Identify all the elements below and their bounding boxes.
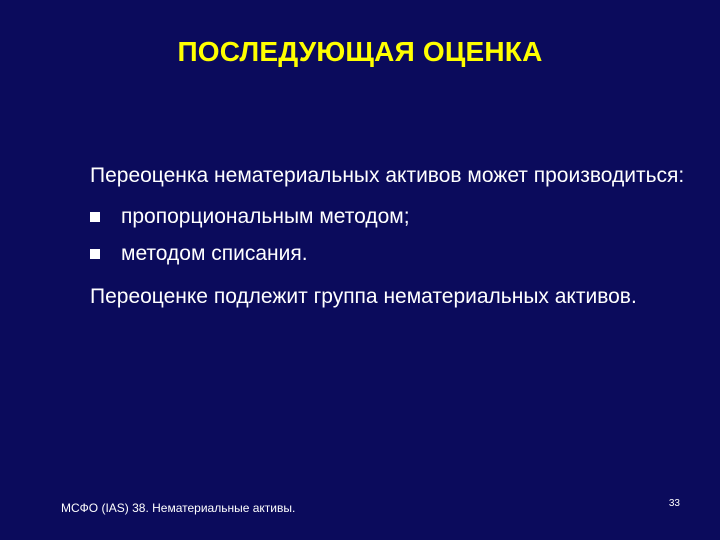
bullet-text: пропорциональным методом;: [121, 205, 410, 228]
slide-title: ПОСЛЕДУЮЩАЯ ОЦЕНКА: [177, 36, 543, 67]
slide-body: [90, 162, 690, 310]
bullet-item: [90, 203, 690, 230]
bullet-item: [90, 240, 690, 267]
paragraph-1: Переоценка нематериальных активов может производиться:: [90, 164, 685, 187]
page-number: 33: [668, 498, 680, 509]
slide-footer: МСФО (IAS) 38. Нематериальные активы.: [61, 501, 296, 515]
square-bullet-icon: [90, 249, 100, 259]
square-bullet-icon: [90, 212, 100, 222]
bullet-text: методом списания.: [121, 242, 308, 265]
bullet-list: [90, 203, 690, 267]
paragraph-2: Переоценке подлежит группа нематериальных активов.: [90, 285, 637, 308]
